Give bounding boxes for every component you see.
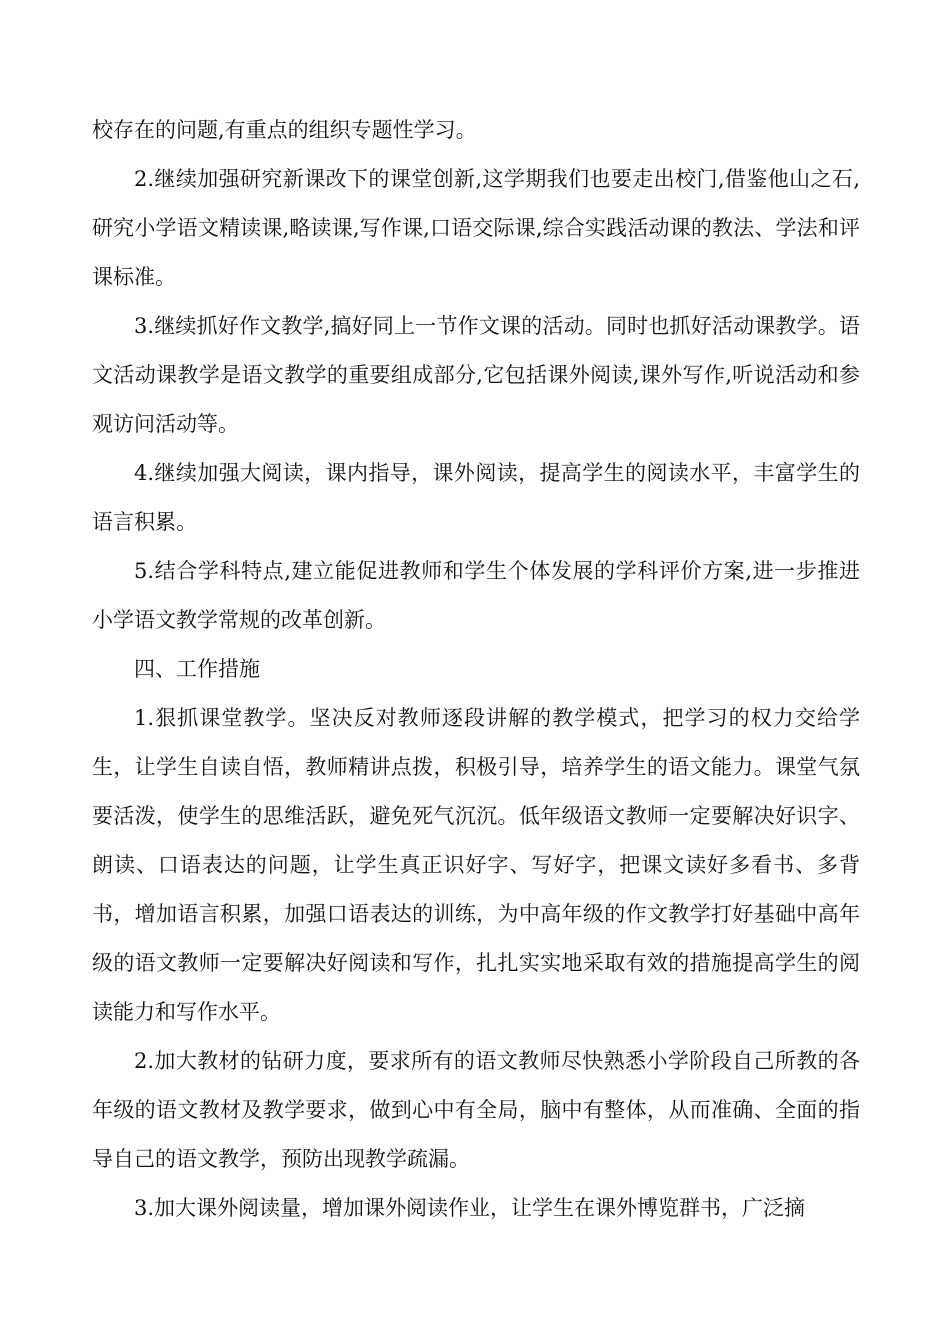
paragraph-item-5: 5.结合学科特点,建立能促进教师和学生个体发展的学科评价方案,进一步推进小学语文教学常规的改革创新。 [92,559,860,632]
measure-item-1: 1.狠抓课堂教学。坚决反对教师逐段讲解的教学模式，把学习的权力交给学生，让学生自读自悟，教师精讲点拨，积极引导，培养学生的语文能力。课堂气氛要活泼，使学生的思维活跃，避免死气沉沉。低年级语文教师一定要解决好识字、朗读、口语表达的问题，让学生真正识好字、写好字，把课文读好多看书、多背书，增加语言积累，加强口语表达的训练，为中高年级的作文教学打好基础中高年级的语文教师一定要解决好阅读和写作，扎扎实实地采取有效的措施提高学生的阅读能力和写作水平。 [92,706,860,1024]
paragraph-continuation: 校存在的问题,有重点的组织专题性学习。 [92,118,477,142]
paragraph-item-2: 2.继续加强研究新课改下的课堂创新,这学期我们也要走出校门,借鉴他山之石,研究小学语文精读课,略读课,写作课,口语交际课,综合实践活动课的教法、学法和评课标准。 [92,167,860,289]
section-heading: 四、工作措施 [134,657,260,681]
measure-item-2: 2.加大教材的钻研力度，要求所有的语文教师尽快熟悉小学阶段自己所教的各年级的语文教材及教学要求，做到心中有全局，脑中有整体，从而准确、全面的指导自己的语文教学，预防出现教学疏漏。 [92,1049,860,1171]
measure-item-3: 3.加大课外阅读量，增加课外阅读作业，让学生在课外博览群书，广泛摘 [134,1196,806,1220]
paragraph-item-3: 3.继续抓好作文教学,搞好同上一节作文课的活动。同时也抓好活动课教学。语文活动课教学是语文教学的重要组成部分,它包括课外阅读,课外写作,听说活动和参观访问活动等。 [92,314,860,436]
paragraph-item-4: 4.继续加强大阅读，课内指导，课外阅读，提高学生的阅读水平，丰富学生的语言积累。 [92,461,860,534]
document-body [92,106,860,1233]
